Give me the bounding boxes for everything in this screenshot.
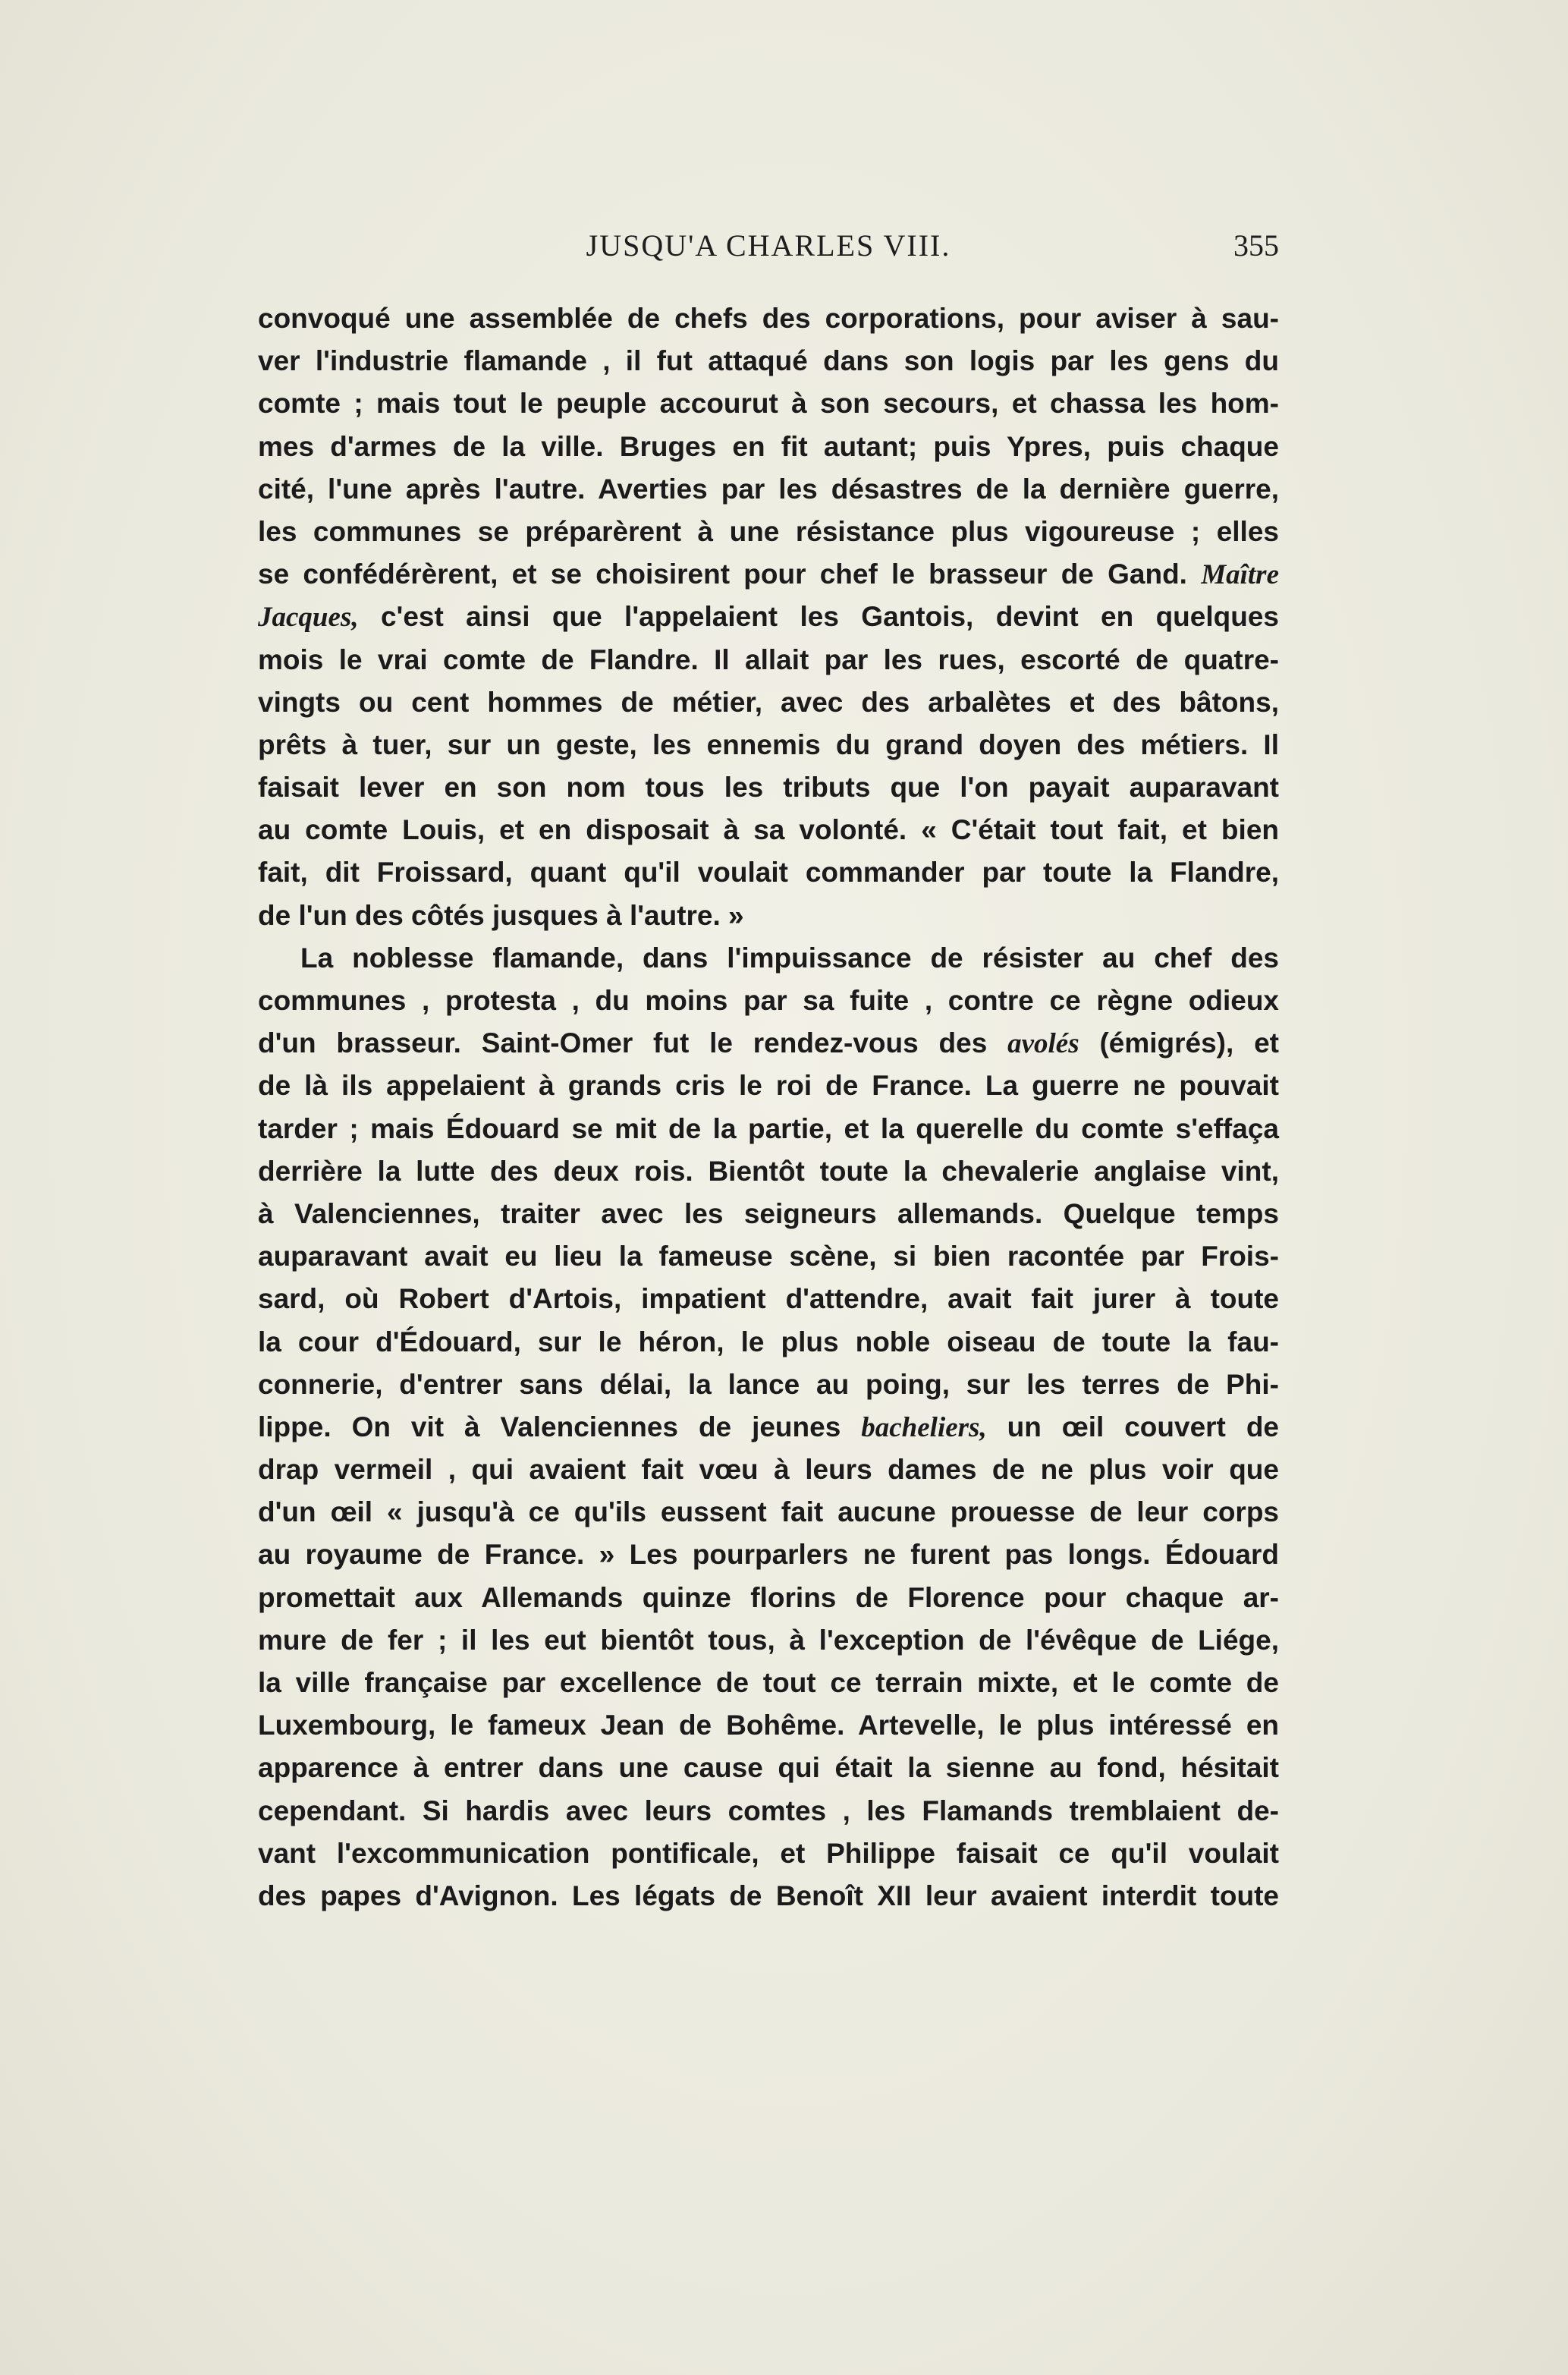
italic-text: bacheliers, [861, 1411, 987, 1443]
text-line: drap vermeil , qui avaient fait vœu à leurs dames de ne plus voir que [258, 1454, 1279, 1486]
text-line: connerie, d'entrer sans délai, la lance au poing, sur les terres de Phi- [258, 1368, 1279, 1400]
text-line: promettait aux Allemands quinze florins de Florence pour chaque ar- [258, 1581, 1279, 1613]
text-line: auparavant avait eu lieu la fameuse scène, si bien racontée par Frois- [258, 1241, 1279, 1272]
text-segment: (émigrés), et [1079, 1027, 1279, 1059]
text-line: mois le vrai comte de Flandre. Il allait par les rues, escorté de quatre- [258, 643, 1279, 675]
text-line [258, 596, 1279, 638]
text-line: au royaume de France. » Les pourparlers ne furent pas longs. Édouard [258, 1539, 1279, 1571]
running-title: JUSQU'A CHARLES VIII. [586, 228, 951, 263]
text-line: faisait lever en son nom tous les tributs que l'on payait auparavant [258, 772, 1279, 804]
text-line: cité, l'une après l'autre. Averties par les désastres de la dernière guerre, [258, 473, 1279, 505]
text-line: la ville française par excellence de tout ce terrain mixte, et le comte de [258, 1667, 1279, 1698]
text-line: ver l'industrie flamande , il fut attaqué dans son logis par les gens du [258, 345, 1279, 377]
text-line: vant l'excommunication pontificale, et Philippe faisait ce qu'il voulait [258, 1837, 1279, 1869]
text-line: de là ils appelaient à grands cris le roi de France. La guerre ne pouvait [258, 1070, 1279, 1102]
text-segment: c'est ainsi que l'appelaient les Gantois, devint en quelques [358, 601, 1279, 633]
page-number: 355 [1233, 228, 1279, 263]
text-line: apparence à entrer dans une cause qui était la sienne au fond, hésitait [258, 1752, 1279, 1784]
text-line: communes , protesta , du moins par sa fuite , contre ce règne odieux [258, 985, 1279, 1016]
text-line: fait, dit Froissard, quant qu'il voulait commander par toute la Flandre, [258, 857, 1279, 889]
text-line: sard, où Robert d'Artois, impatient d'attendre, avait fait jurer à toute [258, 1283, 1279, 1315]
text-line: convoqué une assemblée de chefs des corporations, pour aviser à sau- [258, 303, 1279, 334]
text-line: prêts à tuer, sur un geste, les ennemis du grand doyen des métiers. Il [258, 728, 1279, 760]
text-segment: se confédérèrent, et se choisirent pour chef le brasseur de Gand. [258, 558, 1202, 590]
italic-text: Maître [1201, 559, 1279, 591]
text-line: mes d'armes de la ville. Bruges en fit autant; puis Ypres, puis chaque [258, 430, 1279, 462]
text-line: vingts ou cent hommes de métier, avec des arbalètes et des bâtons, [258, 686, 1279, 718]
text-line: des papes d'Avignon. Les légats de Benoît XII leur avaient interdit toute [258, 1880, 1279, 1911]
body-text [258, 297, 1279, 1917]
text-segment: lippe. On vit à Valenciennes de jeunes [258, 1411, 862, 1442]
text-line: La noblesse flamande, dans l'impuissance de résister au chef des [300, 942, 1279, 974]
text-line: au comte Louis, et en disposait à sa volonté. « C'était tout fait, et bien [258, 814, 1279, 846]
text-line: tarder ; mais Édouard se mit de la partie, et la querelle du comte s'effaça [258, 1112, 1279, 1144]
running-head [258, 228, 1279, 273]
italic-text: Jacques, [258, 602, 359, 634]
text-line: à Valenciennes, traiter avec les seigneurs allemands. Quelque temps [258, 1197, 1279, 1229]
text-line: comte ; mais tout le peuple accourut à son secours, et chassa les hom- [258, 388, 1279, 420]
text-segment: un œil couvert de [986, 1411, 1280, 1442]
text-line: de l'un des côtés jusques à l'autre. » [258, 899, 744, 931]
italic-text: avolés [1007, 1028, 1079, 1060]
text-line: mure de fer ; il les eut bientôt tous, à l'exception de l'évêque de Liége, [258, 1624, 1279, 1656]
text-line: la cour d'Édouard, sur le héron, le plus noble oiseau de toute la fau- [258, 1326, 1279, 1357]
text-line: Luxembourg, le fameux Jean de Bohême. Artevelle, le plus intéressé en [258, 1710, 1279, 1741]
text-line [258, 1022, 1279, 1065]
text-line: d'un œil « jusqu'à ce qu'ils eussent fait aucune prouesse de leur corps [258, 1496, 1279, 1528]
text-line [258, 553, 1279, 596]
text-line: derrière la lutte des deux rois. Bientôt toute la chevalerie anglaise vint, [258, 1155, 1279, 1187]
text-line: les communes se préparèrent à une résistance plus vigoureuse ; elles [258, 515, 1279, 547]
text-segment: d'un brasseur. Saint-Omer fut le rendez-vous des [258, 1027, 1008, 1059]
text-line [258, 1406, 1279, 1449]
text-line: cependant. Si hardis avec leurs comtes , les Flamands tremblaient de- [258, 1795, 1279, 1826]
